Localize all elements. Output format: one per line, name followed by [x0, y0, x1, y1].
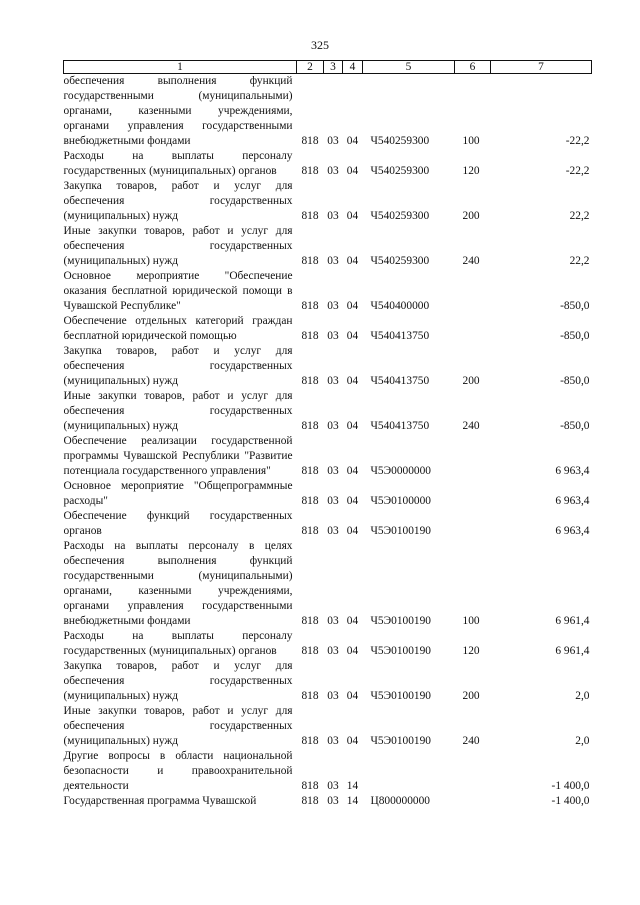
row-amount: -1 400,0	[551, 795, 590, 807]
row-target-article: Ч540413750	[370, 330, 430, 342]
row-ministry-code: 818	[301, 780, 319, 792]
row-ministry-code: 818	[301, 735, 319, 747]
row-ministry-code: 818	[301, 375, 319, 387]
row-target-article: Ч540259300	[370, 210, 430, 222]
row-expense-type	[455, 314, 491, 344]
row-description: Государственная программа Чувашской	[63, 795, 257, 807]
row-ministry-code: 818	[301, 690, 319, 702]
row-amount: -1 400,0	[551, 780, 590, 792]
table-row	[64, 749, 592, 794]
row-section: 03	[327, 165, 339, 177]
row-description: Закупка товаров, работ и услуг для обеспечения государственных (муниципальных) нужд	[63, 660, 293, 702]
row-section: 03	[327, 375, 339, 387]
row-expense-type	[455, 509, 491, 539]
table-row	[64, 434, 592, 479]
row-subsection: 14	[346, 780, 359, 792]
row-ministry-code: 818	[301, 300, 319, 312]
row-section: 03	[327, 615, 339, 627]
row-expense-type: 240	[462, 735, 480, 747]
row-expense-type: 240	[462, 420, 480, 432]
row-amount: -850,0	[560, 375, 590, 387]
row-description: Обеспечение функций государственных органов	[63, 510, 293, 537]
row-ministry-code: 818	[301, 255, 319, 267]
row-description: Расходы на выплаты персоналу государственных (муниципальных) органов	[63, 150, 293, 177]
row-amount: 2,0	[575, 690, 590, 702]
row-expense-type	[455, 269, 491, 314]
header-col-2: 2	[297, 61, 324, 74]
row-description: Закупка товаров, работ и услуг для обеспечения государственных (муниципальных) нужд	[63, 345, 293, 387]
row-subsection: 04	[346, 210, 359, 222]
row-ministry-code: 818	[301, 210, 319, 222]
row-amount: 2,0	[575, 735, 590, 747]
row-section: 03	[327, 135, 339, 147]
row-subsection: 14	[346, 795, 359, 807]
table-row	[64, 479, 592, 509]
row-section: 03	[327, 300, 339, 312]
table-row	[64, 74, 592, 150]
row-subsection: 04	[346, 735, 359, 747]
row-ministry-code: 818	[301, 465, 319, 477]
row-section: 03	[327, 525, 339, 537]
row-target-article: Ч540259300	[370, 255, 430, 267]
row-subsection: 04	[346, 690, 359, 702]
row-target-article	[363, 749, 455, 794]
row-amount: -22,2	[565, 135, 590, 147]
row-amount: 22,2	[569, 255, 590, 267]
row-expense-type: 240	[462, 255, 480, 267]
header-col-1: 1	[64, 61, 297, 74]
row-ministry-code: 818	[301, 330, 319, 342]
row-amount: -850,0	[560, 420, 590, 432]
row-description: Иные закупки товаров, работ и услуг для обеспечения государственных (муниципальных) нужд	[63, 225, 293, 267]
row-subsection: 04	[346, 615, 359, 627]
row-description: Закупка товаров, работ и услуг для обеспечения государственных (муниципальных) нужд	[63, 180, 293, 222]
row-ministry-code: 818	[301, 135, 319, 147]
table-body	[64, 74, 592, 810]
row-section: 03	[327, 780, 339, 792]
row-section: 03	[327, 255, 339, 267]
table-row	[64, 389, 592, 434]
table-row	[64, 629, 592, 659]
header-col-7: 7	[491, 61, 592, 74]
row-section: 03	[327, 420, 339, 432]
row-description: Обеспечение отдельных категорий граждан бесплатной юридической помощью	[63, 315, 293, 342]
header-col-5: 5	[363, 61, 455, 74]
row-description: Другие вопросы в области национальной безопасности и правоохранительной деятельности	[63, 750, 293, 792]
row-section: 03	[327, 465, 339, 477]
table-row	[64, 344, 592, 389]
row-ministry-code: 818	[301, 525, 319, 537]
row-description: Иные закупки товаров, работ и услуг для обеспечения государственных (муниципальных) нужд	[63, 705, 293, 747]
row-section: 03	[327, 210, 339, 222]
table-row	[64, 314, 592, 344]
row-subsection: 04	[346, 165, 359, 177]
row-description: Основное мероприятие "Обеспечение оказания бесплатной юридической помощи в Чувашской Республике"	[63, 270, 293, 312]
row-ministry-code: 818	[301, 420, 319, 432]
row-target-article: Ч540259300	[370, 135, 430, 147]
row-amount: 6 963,4	[555, 525, 590, 537]
budget-table	[63, 60, 591, 809]
table-header-row	[64, 61, 592, 74]
row-expense-type: 120	[462, 645, 480, 657]
table-row	[64, 704, 592, 749]
row-amount: 6 963,4	[555, 495, 590, 507]
row-subsection: 04	[346, 255, 359, 267]
row-expense-type	[455, 434, 491, 479]
row-section: 03	[327, 735, 339, 747]
row-section: 03	[327, 495, 339, 507]
row-subsection: 04	[346, 420, 359, 432]
row-expense-type: 200	[462, 690, 480, 702]
row-target-article: Ч5Э0100190	[370, 615, 431, 627]
row-ministry-code: 818	[301, 615, 319, 627]
header-col-6: 6	[455, 61, 491, 74]
row-amount: 6 961,4	[555, 645, 590, 657]
row-amount: 6 961,4	[555, 615, 590, 627]
row-target-article: Ч5Э0100000	[370, 495, 431, 507]
row-subsection: 04	[346, 300, 359, 312]
row-section: 03	[327, 795, 339, 807]
row-expense-type	[455, 479, 491, 509]
row-expense-type: 100	[462, 135, 480, 147]
row-subsection: 04	[346, 495, 359, 507]
row-target-article: Ч540259300	[370, 165, 430, 177]
row-amount: -22,2	[565, 165, 590, 177]
row-description: Расходы на выплаты персоналу государственных (муниципальных) органов	[63, 630, 293, 657]
table-row	[64, 509, 592, 539]
row-amount: 22,2	[569, 210, 590, 222]
row-subsection: 04	[346, 465, 359, 477]
row-target-article: Ч5Э0100190	[370, 525, 431, 537]
row-expense-type	[455, 749, 491, 794]
row-amount: 6 963,4	[555, 465, 590, 477]
row-target-article: Ч5Э0000000	[370, 465, 431, 477]
row-subsection: 04	[346, 375, 359, 387]
row-subsection: 04	[346, 330, 359, 342]
table-row	[64, 794, 592, 809]
row-target-article: Ч540400000	[370, 300, 430, 312]
budget-table-grid	[63, 60, 592, 809]
row-expense-type: 120	[462, 165, 480, 177]
row-description: Основное мероприятие "Общепрограммные расходы"	[63, 480, 293, 507]
row-expense-type: 200	[462, 375, 480, 387]
row-description: обеспечения выполнения функций государственными (муниципальными) органами, казенными учреждениями, органами управления государственными внебюджетными фондами	[63, 75, 293, 147]
table-row	[64, 149, 592, 179]
table-row	[64, 179, 592, 224]
row-target-article: Ч5Э0100190	[370, 735, 431, 747]
table-row	[64, 659, 592, 704]
table-row	[64, 539, 592, 629]
row-target-article: Ц800000000	[370, 795, 430, 807]
row-section: 03	[327, 645, 339, 657]
row-description: Иные закупки товаров, работ и услуг для обеспечения государственных (муниципальных) нужд	[63, 390, 293, 432]
row-ministry-code: 818	[301, 165, 319, 177]
row-description: Обеспечение реализации государственной программы Чувашской Республики "Развитие потенциала государственного управления"	[63, 435, 293, 477]
row-section: 03	[327, 690, 339, 702]
row-expense-type: 200	[462, 210, 480, 222]
row-ministry-code: 818	[301, 495, 319, 507]
row-amount: -850,0	[560, 330, 590, 342]
row-target-article: Ч5Э0100190	[370, 690, 431, 702]
row-ministry-code: 818	[301, 645, 319, 657]
row-section: 03	[327, 330, 339, 342]
row-expense-type	[455, 794, 491, 809]
table-row	[64, 224, 592, 269]
row-description: Расходы на выплаты персоналу в целях обеспечения выполнения функций государственными (муниципальными) органами, казенными учреждениями, органами управления государственными внебюджетными фондами	[63, 540, 293, 627]
row-target-article: Ч5Э0100190	[370, 645, 431, 657]
header-col-3: 3	[324, 61, 343, 74]
row-subsection: 04	[346, 525, 359, 537]
row-ministry-code: 818	[301, 795, 319, 807]
row-target-article: Ч540413750	[370, 375, 430, 387]
row-amount: -850,0	[560, 300, 590, 312]
row-subsection: 04	[346, 135, 359, 147]
row-subsection: 04	[346, 645, 359, 657]
header-col-4: 4	[343, 61, 363, 74]
row-expense-type: 100	[462, 615, 480, 627]
page-number: 325	[311, 38, 329, 52]
row-target-article: Ч540413750	[370, 420, 430, 432]
table-row	[64, 269, 592, 314]
